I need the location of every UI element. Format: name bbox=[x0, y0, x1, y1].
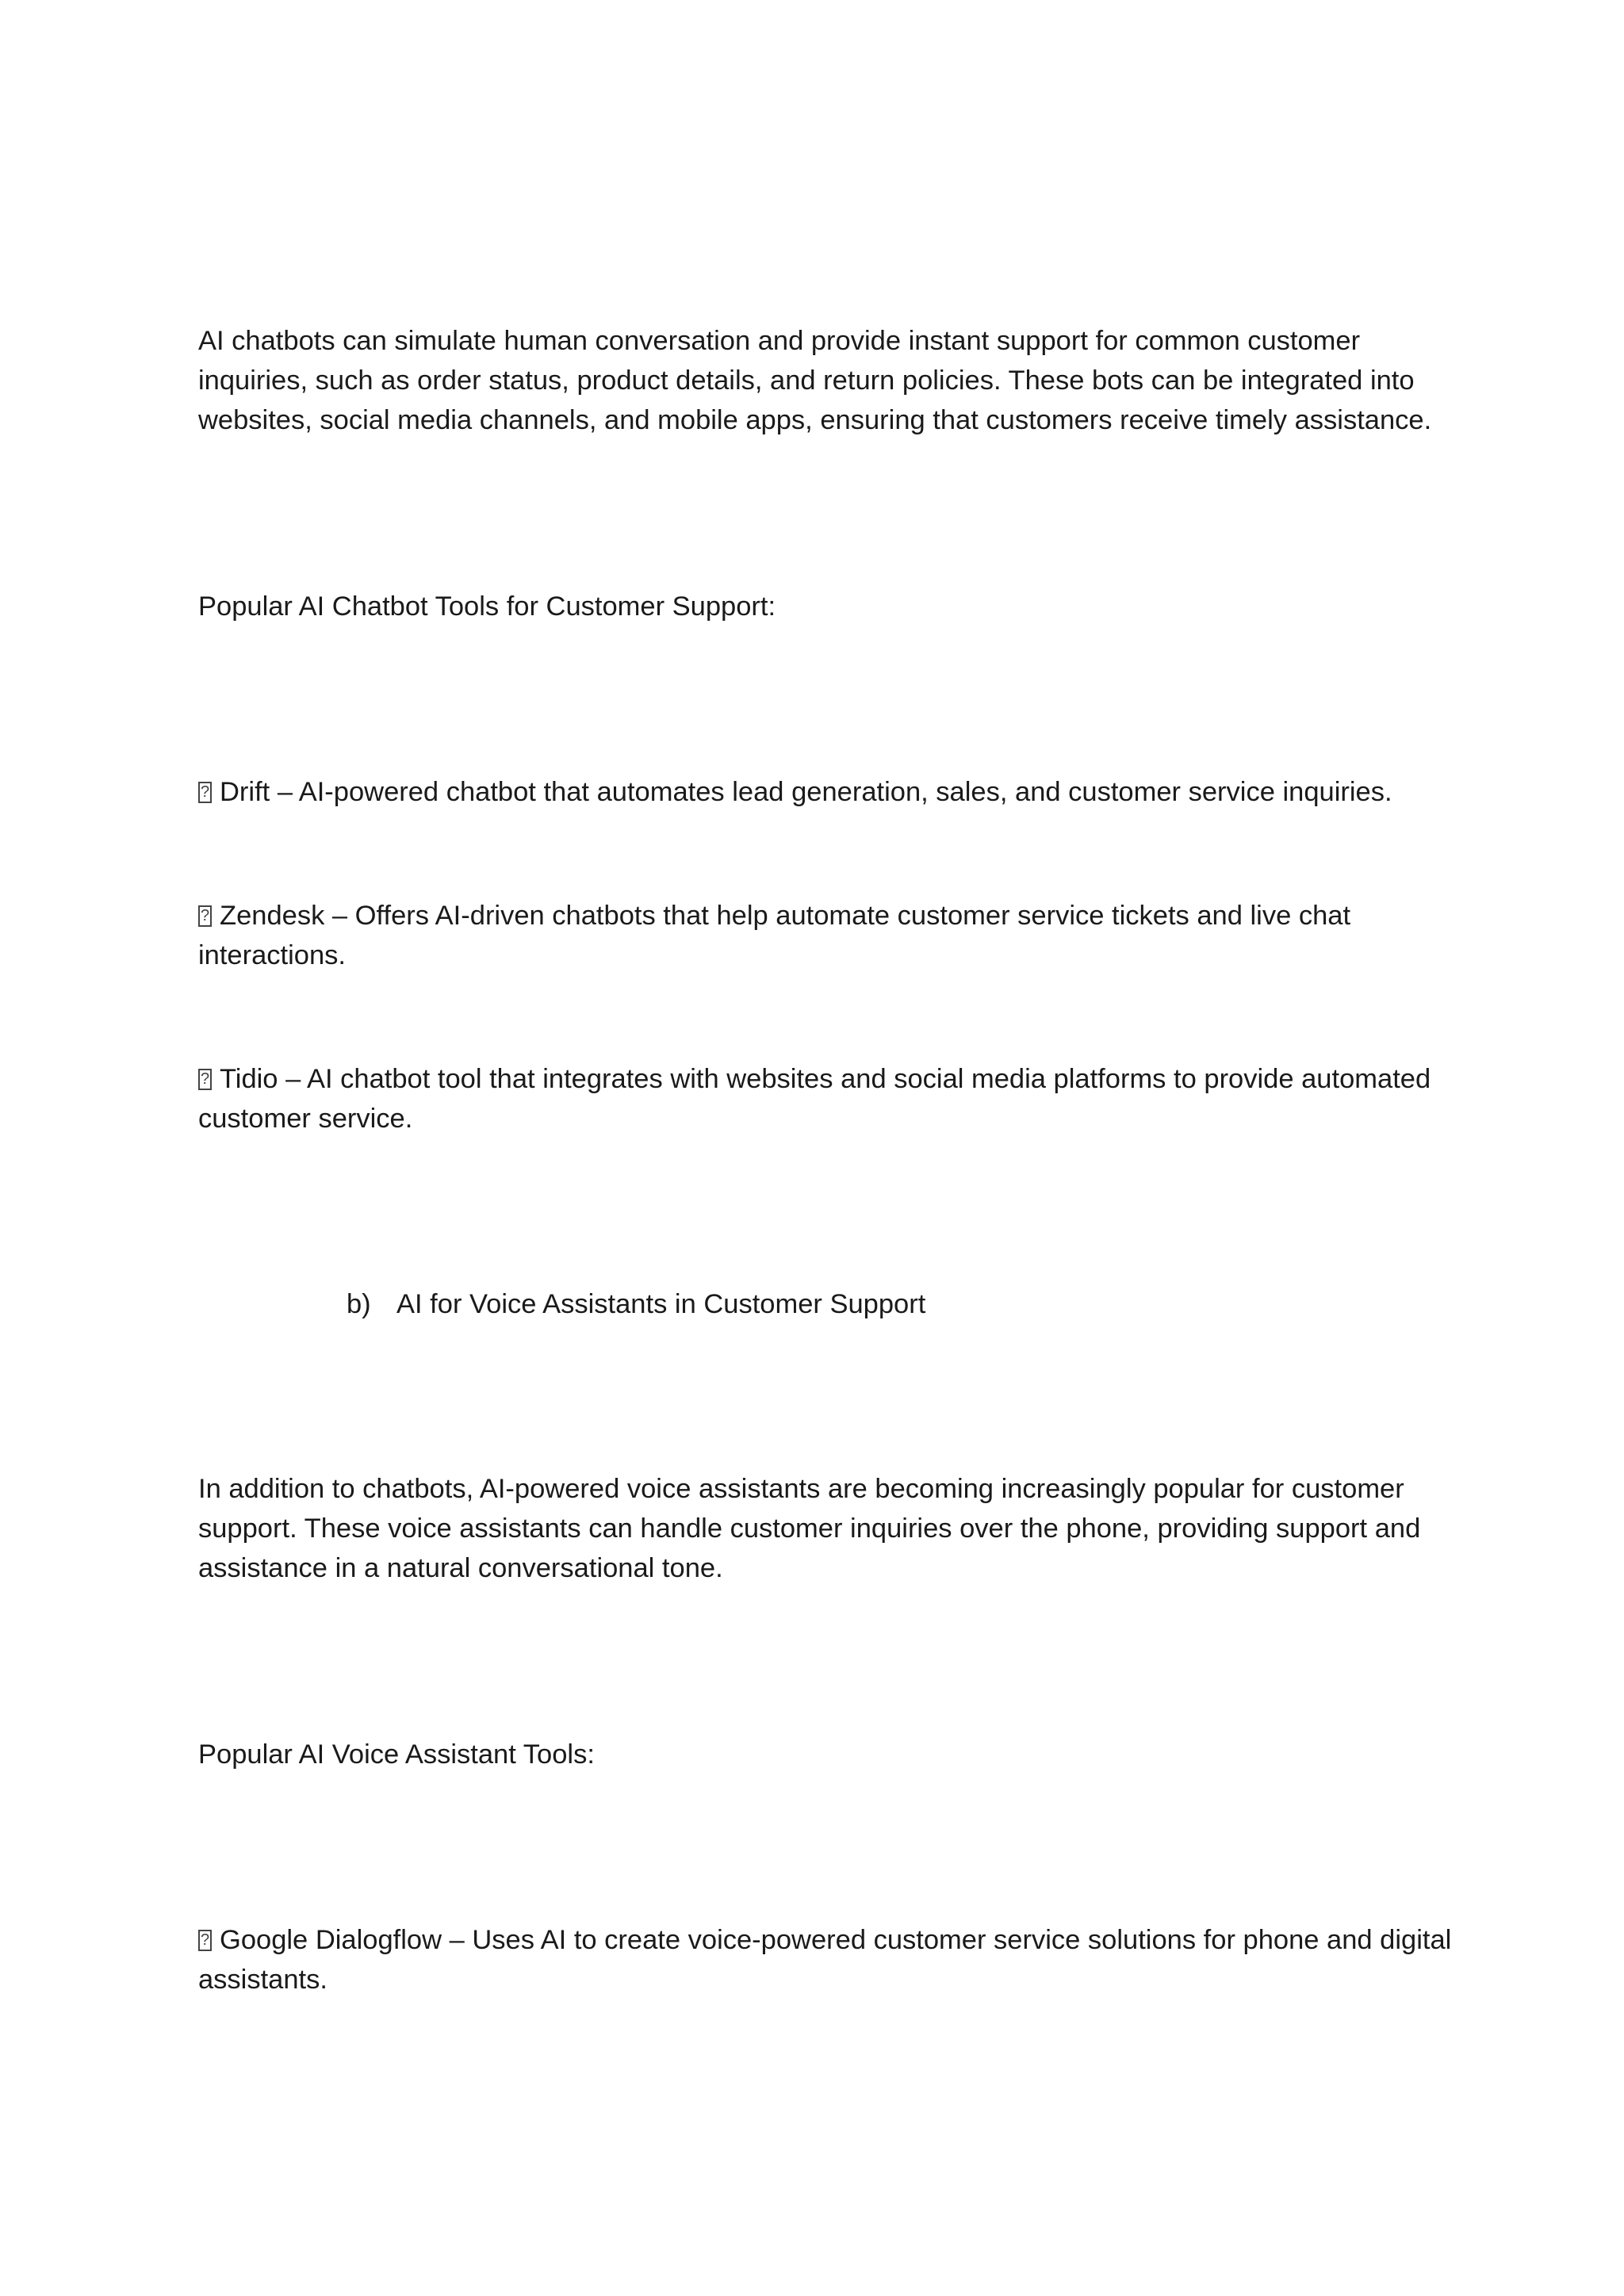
list-item-text: Zendesk – Offers AI-driven chatbots that help automate customer service tickets and live chat interactions. bbox=[198, 901, 1351, 970]
missing-glyph-icon bbox=[198, 1069, 212, 1090]
missing-glyph-icon bbox=[198, 905, 212, 927]
heading-voice-tools: Popular AI Voice Assistant Tools: bbox=[198, 1739, 595, 1770]
list-item-google-dialogflow bbox=[198, 1920, 1459, 1999]
section-heading-b bbox=[347, 1284, 925, 1324]
list-item-text: Tidio – AI chatbot tool that integrates with websites and social media platforms to provide automated customer service. bbox=[198, 1064, 1431, 1134]
section-title: AI for Voice Assistants in Customer Support bbox=[396, 1289, 926, 1319]
list-item-drift bbox=[198, 772, 1459, 812]
paragraph-chatbots-intro: AI chatbots can simulate human conversation and provide instant support for common customer inquiries, such as order status, product details, and return policies. These bots can be integrated into websites, social media channels, and mobile apps, ensuring that customers receive timely assistance. bbox=[198, 326, 1432, 435]
missing-glyph-icon bbox=[198, 782, 212, 803]
heading-chatbot-tools: Popular AI Chatbot Tools for Customer Support: bbox=[198, 591, 776, 622]
list-item-text: Drift – AI-powered chatbot that automates lead generation, sales, and customer service inquiries. bbox=[220, 777, 1392, 807]
list-item-text: Google Dialogflow – Uses AI to create voice-powered customer service solutions for phone and digital assistants. bbox=[198, 1925, 1452, 1995]
list-item-tidio bbox=[198, 1059, 1459, 1138]
list-marker: b) bbox=[347, 1289, 371, 1319]
paragraph-voice-assistants: In addition to chatbots, AI-powered voice assistants are becoming increasingly popular for customer support. These voice assistants can handle customer inquiries over the phone, providing support and assistance in a natural conversational tone. bbox=[198, 1474, 1421, 1583]
missing-glyph-icon bbox=[198, 1930, 212, 1951]
list-item-zendesk bbox=[198, 896, 1459, 975]
